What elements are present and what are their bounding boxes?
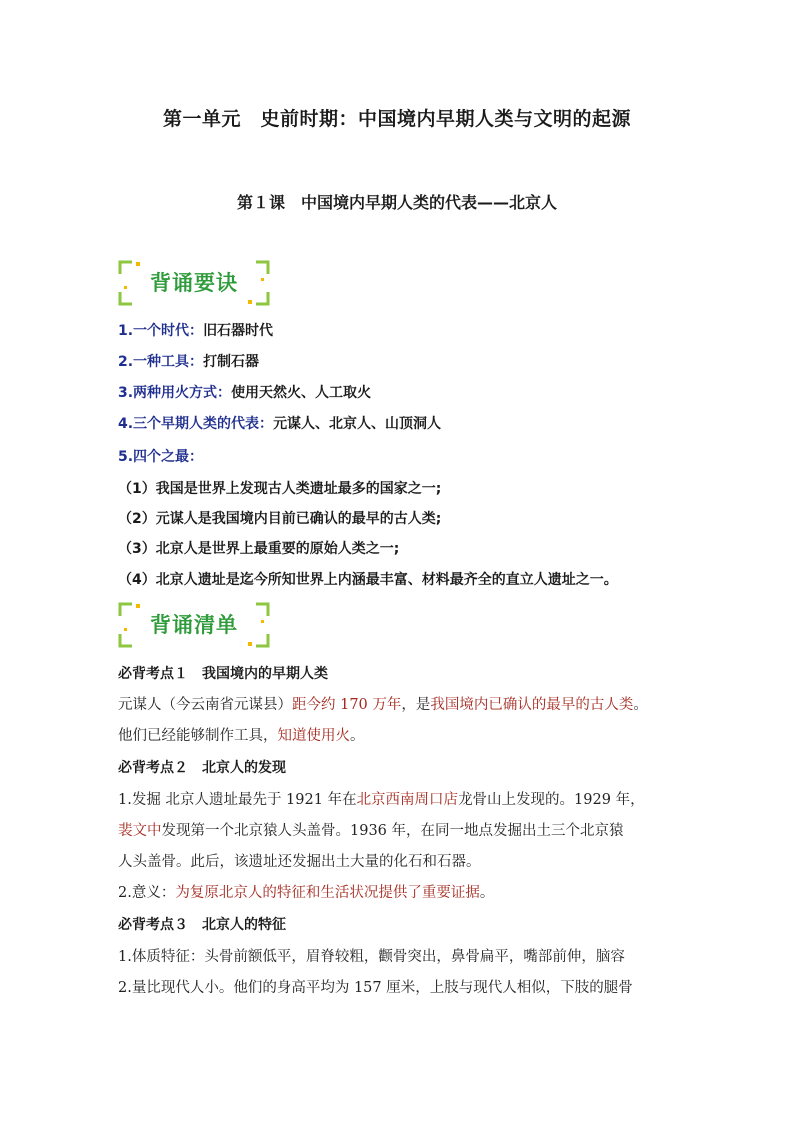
- section-badge-recite-list: [118, 602, 270, 648]
- point-text-line: 1.发掘 北京人遗址最先于 1921 年在北京西南周口店龙骨山上发现的。1929 年，: [118, 792, 645, 808]
- badge-label: 背诵要诀: [150, 271, 238, 295]
- section-badge-recite-tips: [118, 260, 270, 306]
- point-text-line: 人头盖骨。此后，该遗址还发掘出土大量的化石和石器。: [118, 854, 481, 870]
- point-text-line: 元谋人（今云南省元谋县）距今约 170 万年，是我国境内已确认的最早的古人类。: [118, 697, 648, 713]
- tip-item: 3.两种用火方式：使用天然火、人工取火: [118, 385, 372, 401]
- point-text-line: 2.意义：为复原北京人的特征和生活状况提供了重要证据。: [118, 885, 495, 901]
- fact-item: （1）我国是世界上发现古人类遗址最多的国家之一;: [118, 481, 442, 497]
- fact-item: （2）元谋人是我国境内目前已确认的最早的古人类;: [118, 511, 442, 527]
- tip-item: 2.一种工具：打制石器: [118, 354, 260, 370]
- tip-item: 4.三个早期人类的代表：元谋人、北京人、山顶洞人: [118, 416, 442, 432]
- tip-item: 5.四个之最：: [118, 449, 204, 465]
- point-heading: 必背考点２ 北京人的发现: [118, 760, 286, 776]
- lesson-title: 第１课 中国境内早期人类的代表——北京人: [236, 193, 557, 212]
- point-text-line: 他们已经能够制作工具，知道使用火。: [118, 728, 365, 744]
- tip-item: 1.一个时代：旧石器时代: [118, 323, 274, 339]
- point-text-line: 1.体质特征：头骨前额低平，眉脊较粗，颧骨突出，鼻骨扁平，嘴部前伸，脑容: [118, 949, 625, 965]
- badge-label: 背诵清单: [150, 613, 238, 637]
- fact-item: （4）北京人遗址是迄今所知世界上内涵最丰富、材料最齐全的直立人遗址之一。: [118, 572, 618, 588]
- point-heading: 必背考点１ 我国境内的早期人类: [118, 666, 328, 682]
- point-heading: 必背考点３ 北京人的特征: [118, 917, 286, 933]
- point-text-line: 裴文中发现第一个北京猿人头盖骨。1936 年，在同一地点发掘出土三个北京猿: [118, 823, 624, 839]
- unit-title: 第一单元 史前时期：中国境内早期人类与文明的起源: [162, 108, 631, 130]
- fact-item: （3）北京人是世界上最重要的原始人类之一;: [118, 541, 400, 557]
- point-text-line: 2.量比现代人小。他们的身高平均为 157 厘米，上肢与现代人相似，下肢的腿骨: [118, 980, 633, 996]
